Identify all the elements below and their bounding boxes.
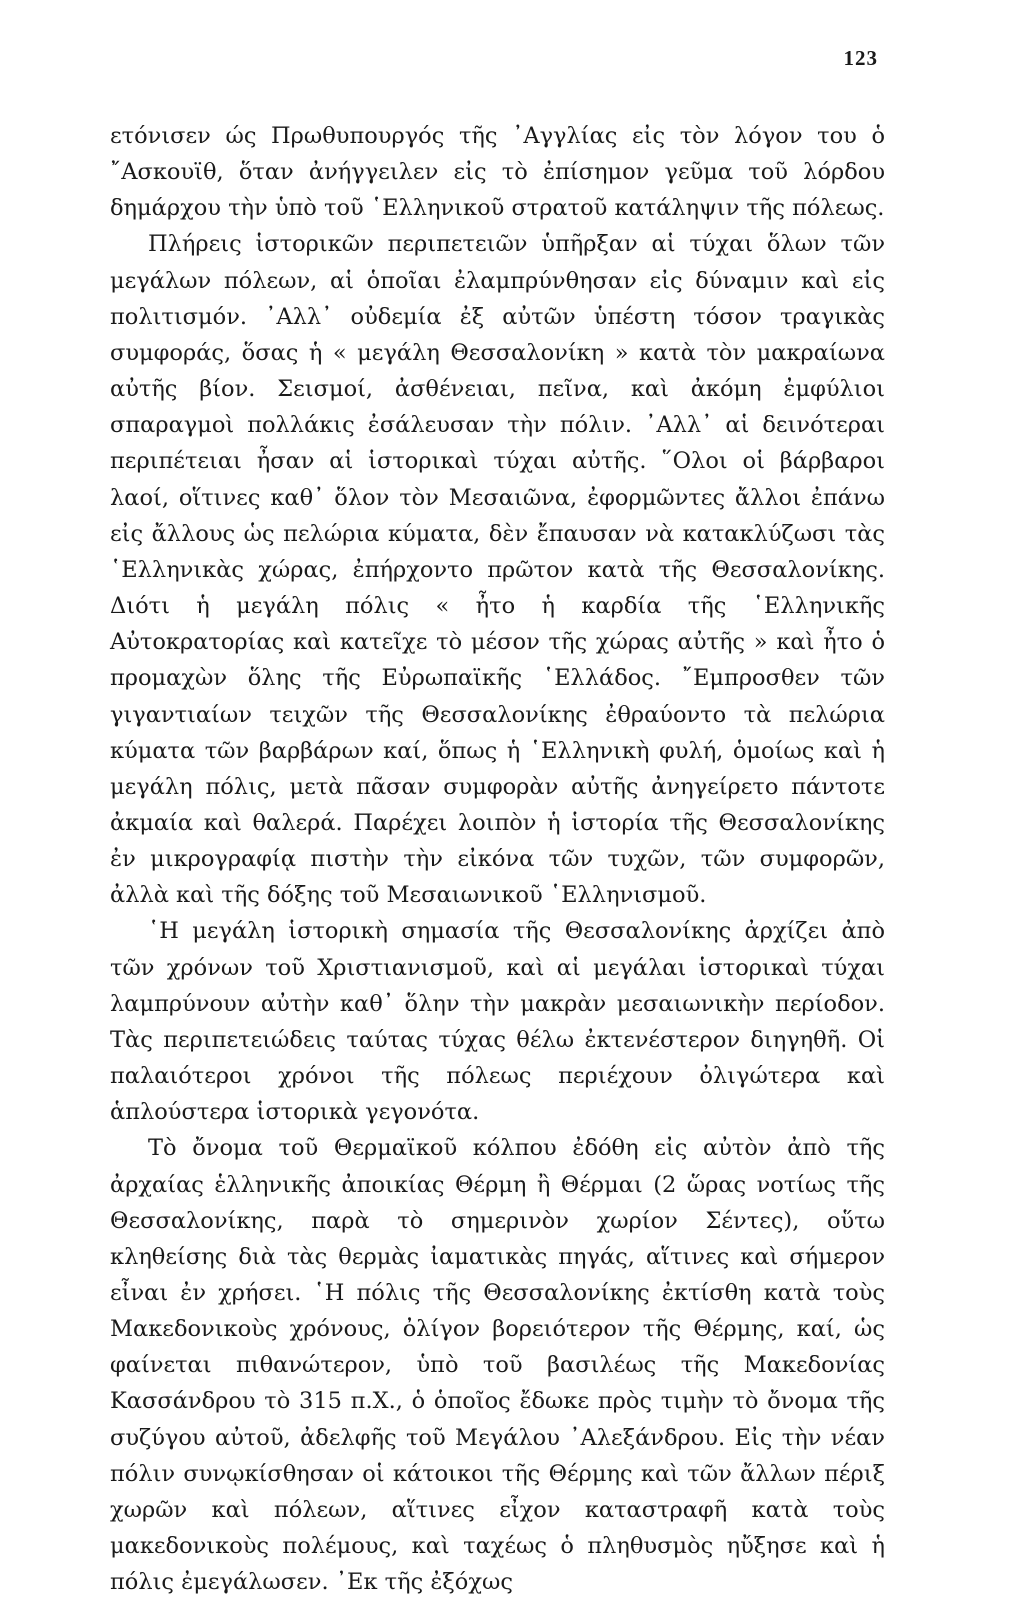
body-text [110,118,885,1600]
paragraph-continuation: ετόνισεν ώς Πρωθυπουργός τῆς ᾿Αγγλίας εἰς τὸν λόγον του ὁ ῎Ασκουϊθ, ὅταν ἀνήγγειλεν εἰς τὸ ἐπίσημον γεῦμα τοῦ λόρδου δημάρχου τὴν ὑπὸ τοῦ ῾Ελληνικοῦ στρατοῦ κατάληψιν τῆς πόλεως. [110,123,885,222]
page-number: 123 [843,46,878,70]
paragraph-historical-significance: ῾Η μεγάλη ἱστορικὴ σημασία τῆς Θεσσαλονίκης ἀρχίζει ἀπὸ τῶν χρόνων τοῦ Χριστιανισμοῦ, καὶ αἱ μεγάλαι ἱστορικαὶ τύχαι λαμπρύνουν αὐτὴν καθ᾿ ὅλην τὴν μακρὰν μεσαιωνικὴν περίοδον. Τὰς περιπετειώδεις ταύτας τύχας θέλω ἐκτενέστερον διηγηθῆ. Οἱ παλαιότεροι χρόνοι τῆς πόλεως περιέχουν ὀλιγώτερα καὶ ἁπλούστερα ἱστορικὰ γεγονότα. [110,918,885,1126]
paragraph-thermaic-gulf: Τὸ ὄνομα τοῦ Θερμαϊκοῦ κόλπου ἐδόθη εἰς αὐτὸν ἀπὸ τῆς ἀρχαίας ἑλληνικῆς ἀποικίας Θέρμη ἢ Θέρμαι (2 ὥρας νοτίως τῆς Θεσσαλονίκης, παρὰ τὸ σημερινὸν χωρίον Σέντες), οὕτω κληθείσης διὰ τὰς θερμὰς ἰαματικὰς πηγάς, αἵτινες καὶ σήμερον εἶναι ἐν χρήσει. ῾Η πόλις τῆς Θεσσαλονίκης ἐκτίσθη κατὰ τοὺς Μακεδονικοὺς χρόνους, ὀλίγον βορειότερον τῆς Θέρμης, καί, ὡς φαίνεται πιθανώτερον, ὑπὸ τοῦ βασιλέως τῆς Μακεδονίας Κασσάνδρου τὸ 315 π.Χ., ὁ ὁποῖος ἔδωκε πρὸς τιμὴν τὸ ὄνομα τῆς συζύγου αὐτοῦ, ἀδελφῆς τοῦ Μεγάλου ᾿Αλεξάνδρου. Εἰς τὴν νέαν πόλιν συνῳκίσθησαν οἱ κάτοικοι τῆς Θέρμης καὶ τῶν ἄλλων πέριξ χωρῶν καὶ πόλεων, αἵτινες εἶχον καταστραφῆ κατὰ τοὺς μακεδονικοὺς πολέμους, καὶ ταχέως ὁ πληθυσμὸς ηὔξησε καὶ ἡ πόλις ἐμεγάλωσεν. ᾿Εκ τῆς ἐξόχως [110,1135,885,1596]
paragraph-great-cities: Πλήρεις ἱστορικῶν περιπετειῶν ὑπῆρξαν αἱ τύχαι ὅλων τῶν μεγάλων πόλεων, αἱ ὁποῖαι ἐλαμπρύνθησαν εἰς δύναμιν καὶ εἰς πολιτισμόν. ᾿Αλλ᾿ οὐδεμία ἐξ αὐτῶν ὑπέστη τόσον τραγικὰς συμφοράς, ὅσας ἡ « μεγάλη Θεσσαλονίκη » κατὰ τὸν μακραίωνα αὐτῆς βίον. Σεισμοί, ἀσθένειαι, πεῖνα, καὶ ἀκόμη ἐμφύλιοι σπαραγμοὶ πολλάκις ἐσάλευσαν τὴν πόλιν. ᾿Αλλ᾿ αἱ δεινότεραι περιπέτειαι ἦσαν αἱ ἱστορικαὶ τύχαι αὐτῆς. ῞Ολοι οἱ βάρβαροι λαοί, οἵτινες καθ᾿ ὅλον τὸν Μεσαιῶνα, ἐφορμῶντες ἄλλοι ἐπάνω εἰς ἄλλους ὡς πελώρια κύματα, δὲν ἔπαυσαν νὰ κατακλύζωσι τὰς ῾Ελληνικὰς χώρας, ἐπήρχοντο πρῶτον κατὰ τῆς Θεσσαλονίκης. Διότι ἡ μεγάλη πόλις « ἦτο ἡ καρδία τῆς ῾Ελληνικῆς Αὐτοκρατορίας καὶ κατεῖχε τὸ μέσον τῆς χώρας αὐτῆς » καὶ ἦτο ὁ προμαχὼν ὅλης τῆς Εὐρωπαϊκῆς ῾Ελλάδος. ῎Εμπροσθεν τῶν γιγαντιαίων τειχῶν τῆς Θεσσαλονίκης ἐθραύοντο τὰ πελώρια κύματα τῶν βαρβάρων καί, ὅπως ἡ ῾Ελληνικὴ φυλή, ὁμοίως καὶ ἡ μεγάλη πόλις, μετὰ πᾶσαν συμφορὰν αὐτῆς ἀνηγείρετο πάντοτε ἀκμαία καὶ θαλερά. Παρέχει λοιπὸν ἡ ἱστορία τῆς Θεσσαλονίκης ἐν μικρογραφίᾳ πιστὴν τὴν εἰκόνα τῶν τυχῶν, τῶν συμφορῶν, ἀλλὰ καὶ τῆς δόξης τοῦ Μεσαιωνικοῦ ῾Ελληνισμοῦ. [110,231,885,909]
